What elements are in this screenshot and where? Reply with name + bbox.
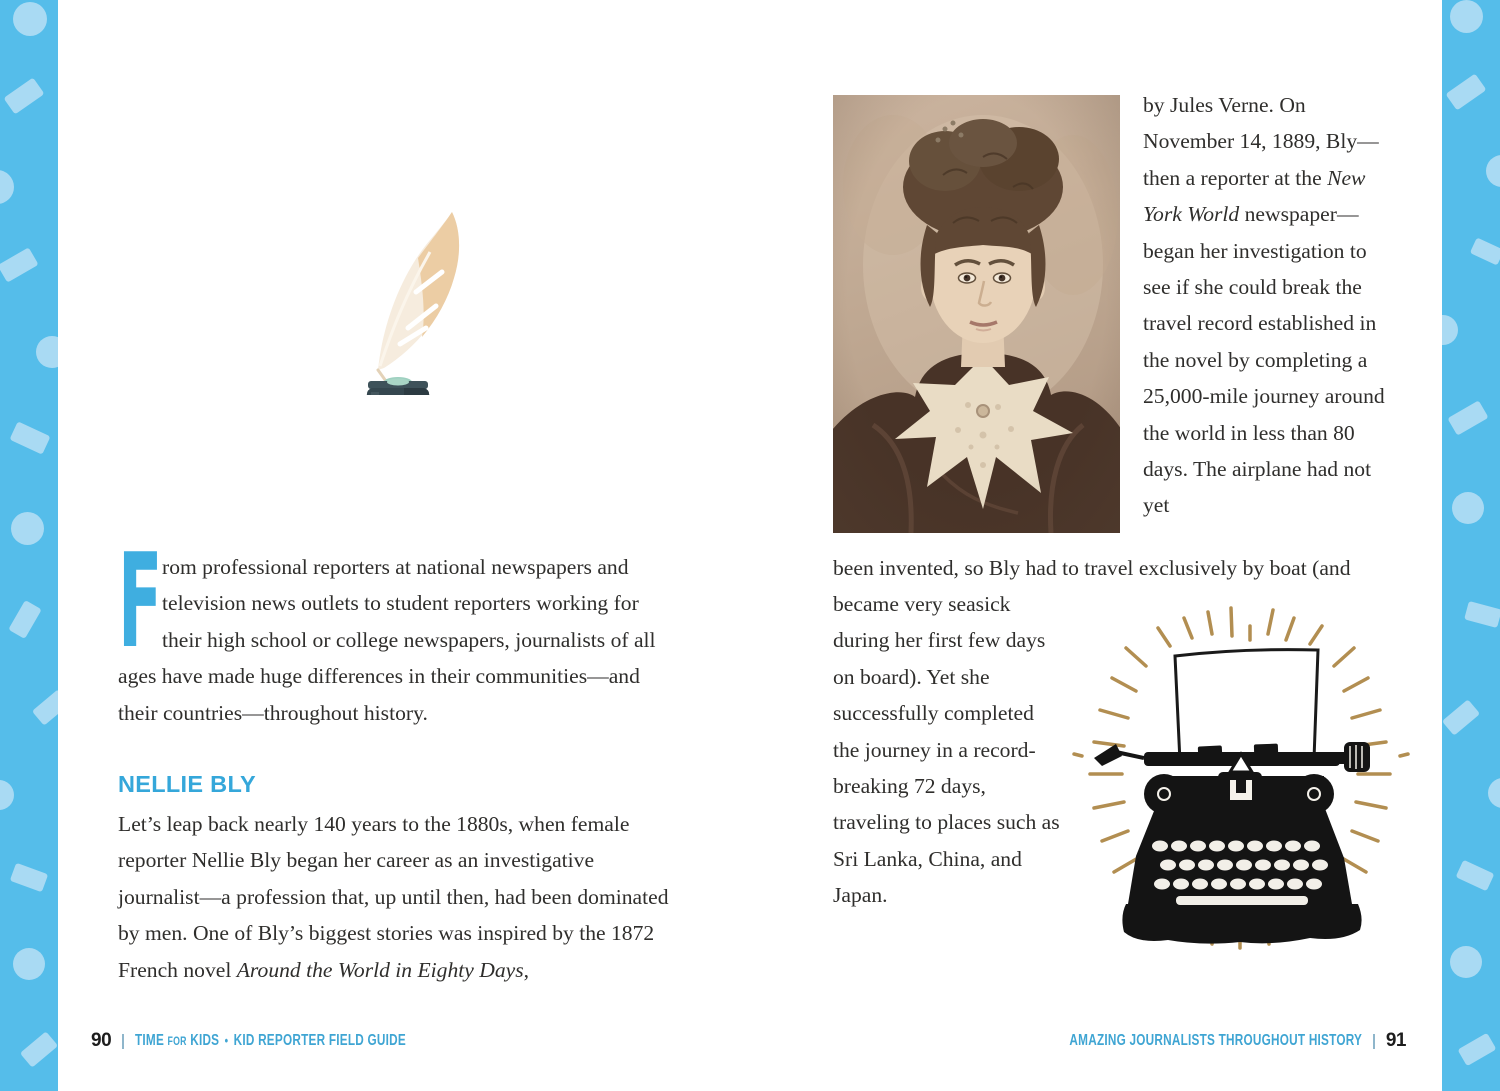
paragraph-text: Let’s leap back nearly 140 years to the 1880s, when female reporter Nellie Bly began her career as an investigative journalist—a profession that, up until then, had been dominated by men. One of Bly’s biggest stories was inspired by the 1872 French novel [118, 812, 669, 982]
paragraph-text: , [523, 957, 530, 982]
footer-divider [1373, 1034, 1375, 1049]
chapter-title: AMAZING JOURNALISTS THROUGHOUT HISTORY [1069, 1032, 1362, 1049]
confetti-rect [0, 247, 39, 282]
confetti-circle [0, 780, 14, 810]
intro-paragraph [118, 525, 670, 731]
confetti-circle [1452, 492, 1484, 524]
confetti-rect [20, 1031, 58, 1067]
nellie-bly-photo [833, 95, 1120, 533]
brand-time: TIME [135, 1032, 165, 1049]
confetti-rect [1470, 237, 1500, 265]
nellie-bly-paragraph [118, 806, 678, 988]
confetti-rect [10, 863, 48, 892]
confetti-rect [8, 600, 41, 639]
confetti-rect [9, 421, 50, 454]
brand-kids: KIDS [190, 1032, 220, 1049]
confetti-rect [32, 689, 58, 725]
confetti-rect [4, 77, 45, 114]
quill-inkwell-illustration [318, 200, 483, 395]
confetti-rect [1447, 400, 1488, 435]
right-border-band [1442, 0, 1500, 1091]
book-title: KID REPORTER FIELD GUIDE [233, 1032, 407, 1049]
intro-paragraph-text: rom professional reporters at national newspapers and television news outlets to student reporters working for their high school or college newspapers, journalists of all ages have made huge differences in their communities—and their countries—throughout history. [118, 555, 656, 725]
portrait-photo-image [833, 95, 1120, 533]
typewriter-icon [1072, 596, 1412, 956]
left-border-band [0, 0, 58, 1091]
drop-cap: F [118, 525, 163, 677]
confetti-circle [11, 512, 44, 545]
confetti-circle [13, 2, 47, 36]
confetti-circle [13, 948, 45, 980]
typewriter-illustration [1072, 596, 1412, 956]
confetti-rect [1456, 860, 1495, 892]
paragraph-text: by Jules Verne. On November 14, 1889, Bly—then a reporter at the [1143, 93, 1379, 190]
book-title-italic: Around the World in Eighty Days [236, 957, 524, 982]
footer-left [91, 1030, 492, 1052]
brand-time-for-kids [135, 1032, 406, 1050]
paragraph-text: newspaper—began her investigation to see if she could break the travel record established in the novel by completing a 25,000-mile journey around the world in less than 80 days. The airplane had not yet [1143, 202, 1385, 518]
confetti-circle [1486, 155, 1500, 187]
confetti-circle [1488, 778, 1500, 808]
quill-icon [318, 200, 483, 395]
photo-side-paragraph [1143, 87, 1399, 524]
continuation-line: been invented, so Bly had to travel exclusively by boat (and [833, 556, 1351, 580]
footer-right [977, 1030, 1406, 1052]
typewriter-side-paragraph: became very seasick during her first few days on board). Yet she successfully completed the journey in a record-breaking 72 days, traveling to places such as Sri Lanka, China, and Japan. [833, 592, 1060, 908]
confetti-circle [1442, 315, 1458, 345]
section-heading-nellie-bly: NELLIE BLY [118, 771, 256, 797]
confetti-circle [1450, 0, 1483, 33]
bullet-separator: • [224, 1033, 229, 1048]
confetti-rect [1464, 601, 1500, 628]
newspaper-name-italic: New York World [1143, 165, 1366, 227]
page-number-left: 90 [91, 1030, 112, 1051]
confetti-circle [36, 336, 58, 368]
confetti-rect [1446, 73, 1487, 110]
brand-for: FOR [167, 1036, 187, 1048]
confetti-rect [1458, 1033, 1497, 1066]
confetti-rect [1442, 699, 1480, 735]
page-number-right: 91 [1385, 1030, 1406, 1051]
confetti-circle [1450, 946, 1482, 978]
confetti-circle [0, 170, 14, 204]
footer-divider [122, 1034, 124, 1049]
